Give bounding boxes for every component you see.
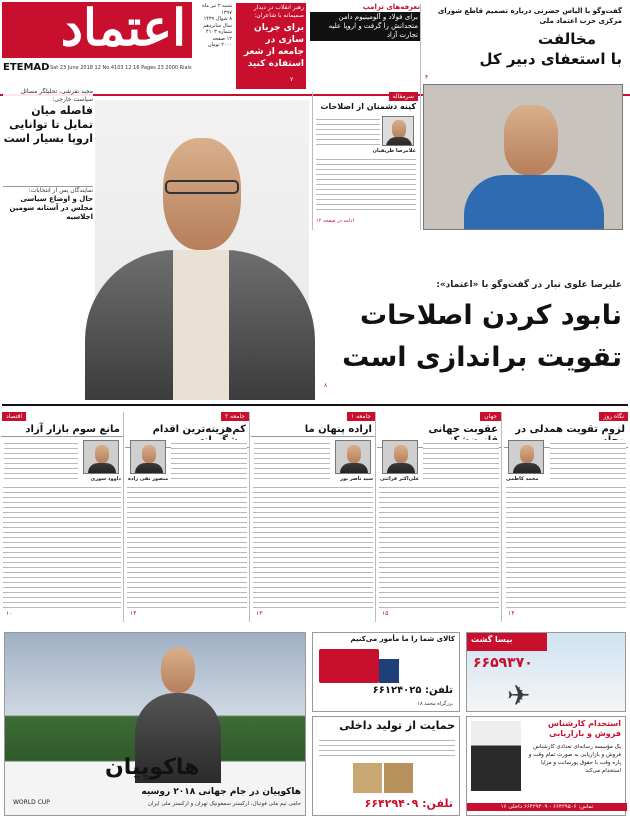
ad-jobs[interactable]	[466, 716, 626, 816]
teaser-kicker: تعرفه‌های ترامپ	[362, 3, 420, 11]
left-headline-small: مجید تفرشی، تحلیلگر مسائل سیاست خارجی:	[20, 88, 93, 103]
author-face	[142, 445, 156, 463]
column-2	[378, 412, 502, 622]
column-4	[126, 412, 250, 622]
column-title: اراده پنهان ما	[251, 423, 375, 437]
editorial-author: غلامرضا ظریفیان	[372, 148, 416, 154]
lead-page: ۷	[290, 76, 294, 83]
teaser	[310, 3, 420, 59]
column-author-photo	[335, 440, 371, 474]
ad-truck[interactable]	[312, 632, 460, 712]
ad-brand: هاکوپیان	[105, 755, 200, 780]
column-3	[252, 412, 376, 622]
photo-shirt	[464, 175, 604, 230]
main-story-title-line2: تقویت براندازی است	[342, 342, 622, 373]
column-title: کم‌هزینه‌ترین اقدام	[125, 423, 249, 448]
column-page: ۱۴	[508, 610, 515, 617]
date-line: سال شانزدهم	[203, 22, 232, 29]
date-line: شنبه ۲ تیر ماه ۱۳۹۷	[202, 3, 232, 16]
column-author: سید ناصر پور	[340, 476, 373, 482]
photo-face	[504, 105, 558, 175]
masthead-latin: ETEMAD	[3, 62, 50, 73]
main-photo-face	[163, 138, 241, 250]
boxes-icon	[353, 763, 413, 793]
author-face	[394, 445, 408, 463]
column-body	[127, 484, 247, 610]
interview-page-ref: ۴	[425, 74, 429, 81]
teaser-text: برای فولاد و آلومینیوم دامن متحدانش را گرفت و اروپا علیه تجارت آزاد	[310, 12, 420, 41]
date-line: شماره ۴۱۰۳	[206, 29, 232, 35]
left-headline-small: نمایندگان پس از انتخابات:	[28, 187, 93, 194]
main-photo-shirt	[173, 250, 229, 400]
column-page: ۱۰	[6, 610, 13, 617]
left-headline-title: حال و اوضاع سیاسی مجلس در آستانه سومین اجلاسیه	[9, 195, 93, 221]
editorial	[312, 92, 418, 230]
column-title: عقوبت جهانی	[377, 423, 501, 448]
column-author-photo	[130, 440, 166, 474]
masthead-latin-info: Sat 23 June 2018 12 No 4103 12 16 Pages 23 2000 Rials	[50, 65, 192, 71]
column-body	[253, 484, 373, 610]
column-body	[379, 484, 499, 610]
lead-box-text	[238, 4, 304, 84]
column-body	[3, 484, 121, 610]
column-body	[550, 440, 626, 480]
main-photo-glasses	[165, 180, 239, 194]
author-face	[520, 445, 534, 463]
ad-truck-addr: بزرگراه محمد ۱۸	[417, 701, 453, 707]
column-page: ۱۴	[130, 610, 137, 617]
interview-kicker: گفت‌وگو با الیاس حضرتی درباره تصمیم قاطع شورای مرکزی حزب اعتماد ملی	[437, 7, 622, 25]
column-author-photo	[508, 440, 544, 474]
masthead-date-column	[196, 3, 232, 49]
author-suit	[387, 463, 415, 474]
column-body	[506, 484, 626, 610]
editorial-title: کینه دشمنان از اصلاحات	[320, 102, 416, 111]
date-line: ۸ شوال ۱۴۳۹	[203, 16, 232, 22]
ad-cup: WORLD CUP	[13, 799, 50, 806]
ad-jobs-body: یک مؤسسه رسانه‌ای تعدادی کارشناس فروش و بازاریابی به صورت تمام وقت و پاره وقت با حقوق پورسانت و مزایا استخدام می‌کند	[528, 744, 621, 774]
ad-football-title: هاکوپیان در جام جهانی ۲۰۱۸ روسیه	[141, 787, 301, 797]
truck-icon	[319, 649, 379, 683]
column-5	[2, 412, 124, 622]
ad-support-phone: تلفن: ۶۶۴۲۹۴۰۹	[364, 797, 453, 810]
column-section: جامعه ۲	[221, 412, 249, 421]
ad-plane[interactable]	[466, 632, 626, 712]
column-title: مانع سوم بازار آزاد	[1, 423, 123, 437]
ad-jobs-phone: تماس: ۶۶۴۲۹۵۰۶ - ۶۶۴۲۹۴۰۹ داخلی ۱۶	[467, 803, 627, 811]
interview-top	[420, 4, 626, 230]
column-section: جامعه ۱	[347, 412, 375, 421]
ad-football-sub: حامی تیم ملی فوتبال، ارکستر سمفونیک تهران و ارکستر ملی ایران	[147, 801, 301, 807]
columns-strip	[2, 404, 628, 624]
column-author: علی‌اکبر قرائتی	[380, 476, 420, 482]
main-story-page-ref: ۸	[324, 382, 328, 389]
editorial-more: ادامه در صفحه ۱۲	[316, 218, 354, 224]
main-photo	[95, 100, 309, 400]
lead-small: رهبر انقلاب در دیدار صمیمانه با شاعران:	[253, 4, 304, 19]
column-author-photo	[83, 440, 119, 474]
column-body	[254, 440, 330, 480]
left-headline-title: فاصله میان تمایل تا توانایی اروپا بسیار است	[3, 104, 93, 145]
column-1	[504, 412, 628, 622]
author-suit	[386, 137, 412, 146]
ad-truck-title: کالای شما را ما مأمور می‌کنیم	[350, 635, 455, 643]
column-section: جهان	[480, 412, 501, 421]
ad-football[interactable]	[4, 632, 306, 816]
column-section: اقتصاد	[2, 412, 26, 421]
ad-plane-title: بیسا گشت	[467, 633, 547, 651]
author-suit	[135, 463, 163, 474]
date-line: ۲۰۰۰ تومان	[207, 42, 232, 48]
left-headline-1	[3, 88, 93, 174]
author-face	[347, 445, 361, 463]
column-author: منصور تقی زاده	[128, 476, 169, 482]
author-suit	[513, 463, 541, 474]
author-suit	[88, 463, 116, 474]
column-author: داوود سوری	[90, 476, 121, 482]
column-author: محمد کاظمی	[506, 476, 539, 482]
column-section: نگاه روز	[599, 412, 628, 421]
main-story-title-line1: نابود کردن اصلاحات	[360, 300, 622, 331]
ad-jobs-person	[471, 721, 521, 791]
ad-plane-phone: ۶۶۵۹۳۷۰	[473, 655, 533, 671]
ad-truck-phone: تلفن: ۶۶۱۲۴۰۲۵	[372, 685, 453, 696]
main-story-kicker: علیرضا علوی تبار در گفت‌وگو با «اعتماد»:	[436, 280, 622, 290]
interview-title-line1: مخالفت	[537, 30, 596, 48]
column-body	[423, 440, 499, 480]
ad-jobs-title: استخدام کارشناس فروش و بازاریابی	[547, 719, 621, 738]
column-body	[171, 440, 247, 480]
column-page: ۱۵	[382, 610, 389, 617]
editorial-body	[316, 156, 416, 214]
ad-model-face	[161, 647, 195, 693]
interview-photo	[423, 84, 623, 230]
editorial-section: سرمقاله	[389, 92, 418, 101]
editorial-author-photo	[382, 116, 414, 146]
column-author-photo	[382, 440, 418, 474]
logo-text: اعتماد	[60, 0, 186, 57]
truck-cab-icon	[379, 659, 399, 683]
plane-icon: ✈	[507, 679, 531, 712]
author-face	[392, 120, 406, 138]
ad-support-body	[319, 737, 455, 759]
editorial-body	[316, 116, 380, 146]
lead-title: برای جریان سازی در جامعه از شعر استفاده کنید	[243, 23, 304, 69]
column-page: ۱۳	[256, 610, 263, 617]
date-line: ۱۲ صفحه	[212, 35, 232, 42]
interview-title-line2: با استعفای دبیر کل	[479, 50, 622, 68]
author-suit	[340, 463, 368, 474]
column-title: لزوم تقویت همدلی در	[504, 423, 628, 448]
ad-support-title: حمایت از تولید داخلی	[339, 719, 455, 732]
logo-block	[2, 2, 192, 58]
ad-support[interactable]	[312, 716, 460, 816]
main-story	[300, 236, 626, 396]
column-body	[4, 440, 78, 480]
left-headline-2	[3, 186, 93, 236]
author-face	[95, 445, 109, 463]
